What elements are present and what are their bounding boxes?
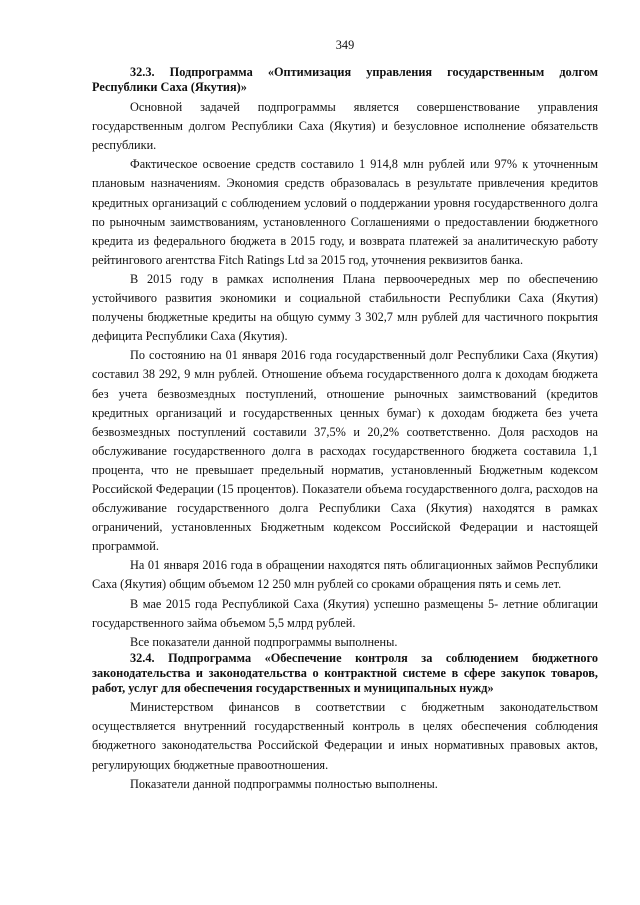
paragraph: В мае 2015 года Республикой Саха (Якутия) успешно размещены 5- летние облигации государственного займа объемом 5,5 млрд рублей. — [92, 596, 598, 630]
paragraph: На 01 января 2016 года в обращении находятся пять облигационных займов Республики Саха (Якутия) общим объемом 12 250 млн рублей со сроками обращения пять и семь лет. — [92, 558, 598, 592]
section-32-4 — [92, 651, 598, 793]
paragraph: В 2015 году в рамках исполнения Плана первоочередных мер по обеспечению устойчивого развития экономики и социальной стабильности Республики Саха (Якутия) получены бюджетные кредиты на общую сумму 3 302,7 млн рублей для частичного покрытия дефицита Республики Саха (Якутия). — [92, 271, 598, 344]
section-heading: 32.3. Подпрограмма «Оптимизация управления государственным долгом Республики Саха (Якутия)» — [92, 65, 598, 95]
section-heading: 32.4. Подпрограмма «Обеспечение контроля за соблюдением бюджетного законодательства и законодательства о контрактной системе в сфере закупок товаров, работ, услуг для обеспечения государственных и муниципальных нужд» — [92, 651, 598, 696]
page-number: 349 — [335, 38, 355, 52]
paragraph: Министерством финансов в соответствии с бюджетным законодательством осуществляется внутренний государственный контроль в целях обеспечения соблюдения бюджетного законодательства Российской Федерации и иных нормативных правовых актов, регулирующих бюджетные правоотношения. — [92, 700, 598, 772]
paragraph: Все показатели данной подпрограммы выполнены. — [130, 634, 398, 649]
document-page — [92, 36, 598, 794]
section-32-3 — [92, 65, 598, 651]
paragraph: Основной задачей подпрограммы является совершенствование управления государственным долгом Республики Саха (Якутия) и безусловное исполнение обязательств республики. — [92, 100, 598, 153]
paragraph: Показатели данной подпрограммы полностью выполнены. — [130, 776, 438, 791]
paragraph: Фактическое освоение средств составило 1 914,8 млн рублей или 97% к уточненным плановым назначениям. Экономия средств образовалась в результате привлечения кредитов кредитных организаций с соблюдением условий о поддержании уровня государственного долга по рыночным заимствованиям, установленного Соглашениями о предоставлении бюджетного кредита из федерального бюджета в 2015 году, и возврата платежей за аналитическую работу рейтингового агентства Fitch Ratings Ltd за 2015 год, уточнения реквизитов банка. — [92, 157, 598, 267]
paragraph: По состоянию на 01 января 2016 года государственный долг Республики Саха (Якутия) составил 38 292, 9 млн рублей. Отношение объема государственного долга к доходам бюджета без учета безвозмездных поступлений, отношение рыночных заимствований (кредитов кредитных организаций и государственных ценных бумаг) к доходам бюджета без учета безвозмездных поступлений составили 37,5% и 20,2% соответственно. Доля расходов на обслуживание государственного долга в расходах государственного бюджета составила 1,1 процента, что не превышает предельный норматив, установленный Бюджетным кодексом Российской Федерации (15 процентов). Показатели объема государственного долга, расходов на обслуживание государственного долга Республики Саха (Якутия) находятся в рамках ограничений, установленных Бюджетным кодексом Российской Федерации и настоящей программой. — [92, 348, 598, 554]
